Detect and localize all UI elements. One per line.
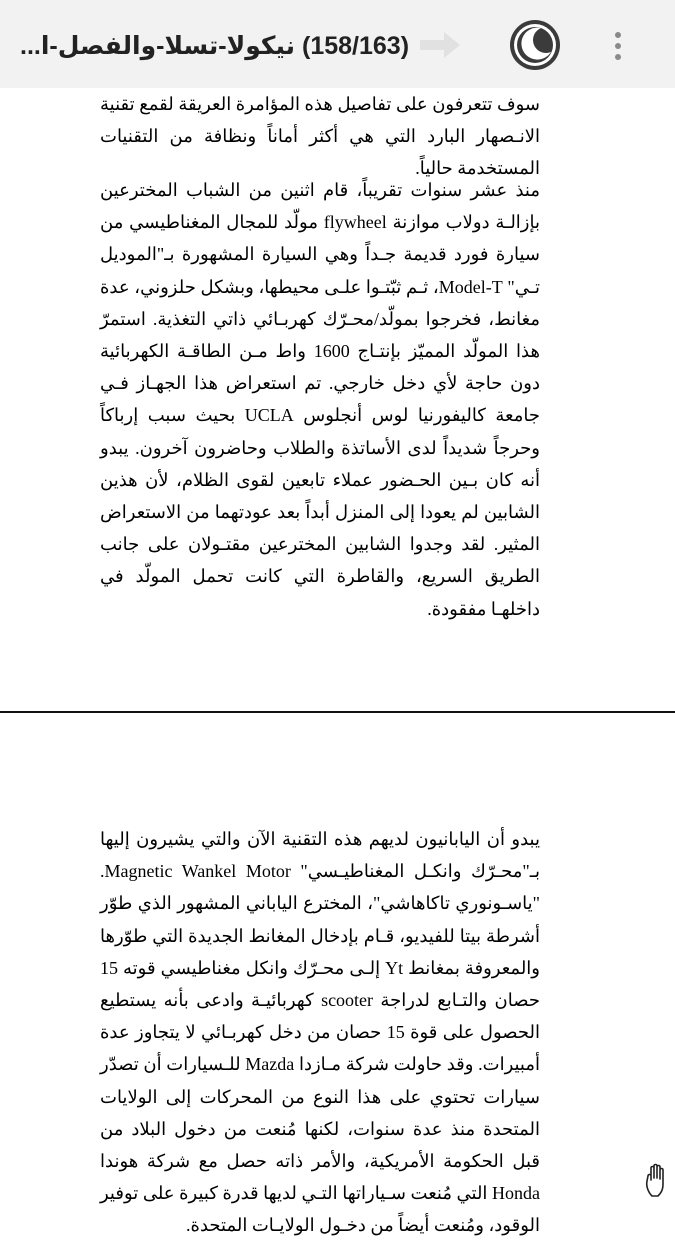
- document-page: [0, 713, 675, 1236]
- page-forward-icon: [418, 30, 462, 60]
- document-page: [0, 88, 675, 711]
- paragraph: سوف تتعرفون على تفاصيل هذه المؤامرة العريقة لقمع تقنية الانـصهار البارد التي هي أكثر أماناً ونظافة من التقنيات المستخدمة حالياً.: [100, 94, 540, 179]
- document-title: (158/163) نيكولا-تسلا-والفصل-ا...: [20, 32, 410, 60]
- paragraph: منذ عشر سنوات تقريباً، قام اثنين من الشباب المخترعين بإزالـة دولاب موازنة flywheel مولّد للمجال المغناطيسي من سيارة فورد قديمة جـداً وهي السيارة المشهورة بـ"الموديل تـي" Model-T، ثـم ثبّتـوا علـى محيطها، وبشكل حلزوني، عدة مغانط، فخرجوا بمولّد/محـرّك كهربـائي ذاتي التغذية. استمرّ هذا المولّد المميّز بإنتـاج 1600 واط مـن الطاقـة الكهربائية دون حاجة لأي دخل خارجي. تم استعراض هذا الجهـاز فـي جامعة كاليفورنيا لوس أنجلوس UCLA بحيث سبب إرباكاً وحرجاً شديداً لدى الأساتذة والطلاب وحاضرون آخرون. يبدو أنه كان بـين الحـضور عملاء تابعين لقوى الظلام، لأن هذين الشابين لم يعودا إلى المنزل أبداً بعد عودتهما من الاستعراض المثير. لقد وجدوا الشابين المخترعين مقتـولان على جانب الطريق السريع، والقاطرة التي كانت تحمل المولّد في داخلهـا مفقودة.: [100, 180, 540, 619]
- menu-dot-icon: [615, 32, 621, 38]
- menu-dot-icon: [615, 43, 621, 49]
- app-logo-moon-icon[interactable]: [508, 18, 562, 72]
- hand-pan-icon[interactable]: [644, 1162, 674, 1198]
- top-app-bar: [0, 0, 675, 88]
- paragraph: يبدو أن اليابانيون لديهم هذه التقنية الآن والتي يشيرون إليها بـ"محـرّك وانكـل المغناطيـسي" Magnetic Wankel Motor. "ياسـونوري تاكاهاشي"، المخترع الياباني المشهور الذي طوّر أشرطة بيتا للفيديو، قـام بإدخال المغانط الجديدة التي طوّرها والمعروفة بمغانط Yt إلـى محـرّك وانكل مغناطيسي قوته 15 حصان والتـابع لدراجة scooter كهربائيـة وادعى بأنه يستطيع الحصول على قوة 15 حصان من دخل كهربـائي لا يتجاوز عدة أمبيرات. وقد حاولت شركة مـازدا Mazda للـسيارات أن تصدّر سيارات تحتوي على هذا النوع من المحركات إلى الولايات المتحدة منذ عدة سنوات، لكنها مُنعت من دخول البلاد من قبل الحكومة الأمريكية، والأمر ذاته حصل مع شركة هوندا Honda التي مُنعت سـياراتها التـي لديها قدرة كبيرة على توفير الوقود، ومُنعت أيضاً من دخـول الولايـات المتحدة.: [100, 829, 541, 1236]
- menu-dot-icon: [615, 54, 621, 60]
- overflow-menu-button[interactable]: [596, 24, 640, 68]
